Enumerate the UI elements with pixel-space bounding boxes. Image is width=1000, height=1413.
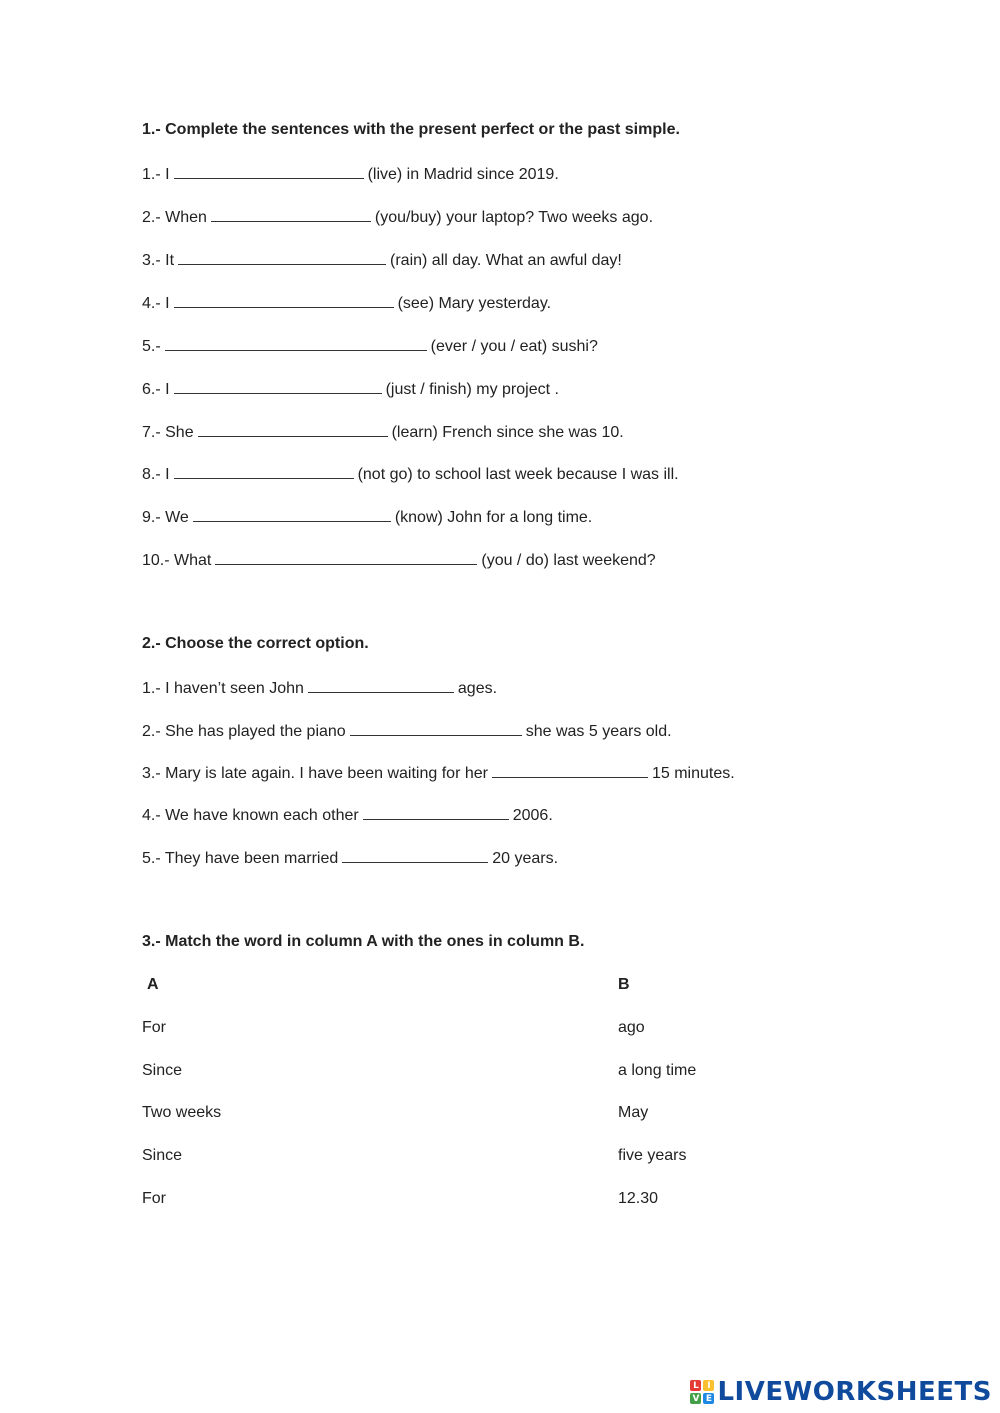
item-suffix: (see) Mary yesterday. [397,295,552,312]
item-suffix: (you/buy) your laptop? Two weeks ago. [374,209,654,226]
item-prefix: 10.- What [142,552,212,569]
answer-blank[interactable] [198,421,388,437]
logo-cell: L [690,1380,701,1391]
item-prefix: 5.- [142,338,161,355]
answer-blank[interactable] [350,720,522,736]
match-item-a[interactable]: For [142,1019,166,1036]
match-item-b[interactable]: 12.30 [618,1190,659,1207]
match-item-b[interactable]: May [618,1104,649,1121]
answer-blank[interactable] [193,506,391,522]
ex1-item-8 [142,463,679,485]
answer-blank[interactable] [308,677,454,693]
item-suffix: (just / finish) my project . [385,381,559,398]
item-suffix: (rain) all day. What an awful day! [390,252,622,269]
item-suffix: (you / do) last weekend? [481,552,656,569]
item-prefix: 4.- We have known each other [142,807,359,824]
item-prefix: 5.- They have been married [142,850,339,867]
item-prefix: 3.- Mary is late again. I have been waiting for her [142,765,488,782]
match-item-a[interactable]: Two weeks [142,1104,222,1121]
exercise-1-heading: 1.- Complete the sentences with the present perfect or the past simple. [142,121,680,138]
item-suffix: (ever / you / eat) sushi? [430,338,598,355]
item-prefix: 4.- I [142,295,170,312]
liveworksheets-logo[interactable] [690,1377,992,1407]
item-prefix: 8.- I [142,466,170,483]
item-prefix: 2.- She has played the piano [142,723,346,740]
item-suffix: (live) in Madrid since 2019. [367,166,559,183]
ex2-item-5 [142,847,558,869]
item-suffix: ages. [457,680,498,697]
ex2-item-3 [142,762,735,784]
column-a-header: A [147,976,159,993]
column-b-header: B [618,976,630,993]
ex2-item-4 [142,804,553,826]
match-item-b[interactable]: a long time [618,1062,697,1079]
item-prefix: 7.- She [142,424,194,441]
item-suffix: (know) John for a long time. [394,509,593,526]
ex1-item-6 [142,378,559,400]
item-prefix: 2.- When [142,209,207,226]
match-item-b[interactable]: ago [618,1019,645,1036]
item-suffix: she was 5 years old. [525,723,672,740]
ex1-item-3 [142,249,622,271]
ex1-item-5 [142,335,598,357]
logo-mark-icon [690,1380,714,1404]
answer-blank[interactable] [165,335,427,351]
answer-blank[interactable] [492,762,648,778]
answer-blank[interactable] [363,804,509,820]
logo-cell: V [690,1393,701,1404]
logo-cell: E [703,1393,714,1404]
item-suffix: 15 minutes. [651,765,735,782]
ex1-item-10 [142,549,656,571]
ex1-item-7 [142,421,624,443]
ex1-item-2 [142,206,653,228]
item-suffix: 2006. [512,807,553,824]
ex1-item-1 [142,163,559,185]
answer-blank[interactable] [174,463,354,479]
answer-blank[interactable] [215,549,477,565]
logo-cell: I [703,1380,714,1391]
exercise-3-heading: 3.- Match the word in column A with the ones in column B. [142,933,585,950]
item-suffix: (not go) to school last week because I was ill. [357,466,679,483]
answer-blank[interactable] [174,163,364,179]
answer-blank[interactable] [174,292,394,308]
item-prefix: 3.- It [142,252,175,269]
ex1-item-4 [142,292,551,314]
exercise-2-heading: 2.- Choose the correct option. [142,635,369,652]
match-item-a[interactable]: Since [142,1062,183,1079]
answer-blank[interactable] [342,847,488,863]
match-item-a[interactable]: Since [142,1147,183,1164]
item-suffix: (learn) French since she was 10. [391,424,624,441]
item-prefix: 1.- I haven’t seen John [142,680,304,697]
answer-blank[interactable] [174,378,382,394]
match-item-b[interactable]: five years [618,1147,687,1164]
item-prefix: 9.- We [142,509,189,526]
answer-blank[interactable] [178,249,386,265]
ex2-item-2 [142,720,672,742]
answer-blank[interactable] [211,206,371,222]
match-item-a[interactable]: For [142,1190,166,1207]
item-suffix: 20 years. [492,850,559,867]
ex2-item-1 [142,677,497,699]
ex1-item-9 [142,506,592,528]
item-prefix: 6.- I [142,381,170,398]
item-prefix: 1.- I [142,166,170,183]
brand-name: LIVEWORKSHEETS [717,1377,992,1407]
